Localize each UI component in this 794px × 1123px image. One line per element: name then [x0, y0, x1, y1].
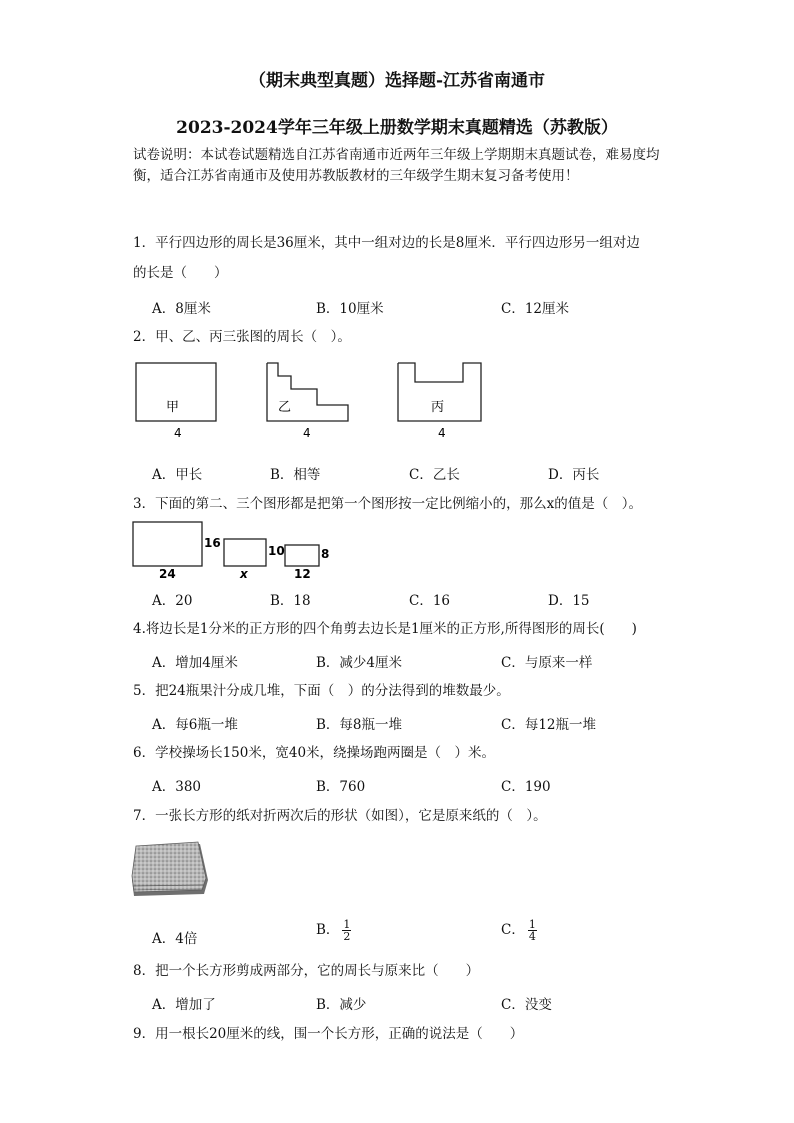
fraction-c-numerator: 1 [528, 918, 536, 931]
q8-option-c[interactable]: C．没变 [501, 997, 552, 1013]
question-2-stem: 2．甲、乙、丙三张图的周长（ ）。 [133, 329, 351, 345]
q3-option-b[interactable]: B．18 [270, 593, 311, 609]
rectangle-medium-height: 10 [268, 544, 285, 558]
title-line-2: 2023-2024学年三年级上册数学期末真题精选（苏教版） [176, 118, 618, 138]
fraction-one-quarter [528, 919, 537, 942]
q6-option-b[interactable]: B．760 [316, 779, 366, 795]
figure-jia [136, 363, 216, 440]
question-4-stem: 4.将边长是1分米的正方形的四个角剪去边长是1厘米的正方形,所得图形的周长( ) [133, 621, 637, 637]
fraction-c-denominator: 4 [528, 930, 536, 943]
q2-option-b[interactable]: B．相等 [270, 467, 321, 483]
figure-bing-width: 4 [438, 426, 446, 440]
rectangle-small [285, 545, 329, 581]
folded-paper-image [130, 840, 210, 900]
q2-option-d[interactable]: D．丙长 [548, 467, 600, 483]
rectangle-small-width: 12 [294, 567, 311, 581]
fraction-b-denominator: 2 [343, 930, 351, 943]
exam-note: 试卷说明：本试卷试题精选自江苏省南通市近两年三年级上学期期末真题试卷，难易度均衡，适合江苏省南通市及使用苏教版教材的三年级学生期末复习备考使用！ [133, 147, 660, 184]
figure-yi-width: 4 [303, 426, 311, 440]
q4-option-a[interactable]: A．增加4厘米 [152, 655, 238, 671]
q6-option-a[interactable]: A．380 [152, 779, 202, 795]
rectangle-original-height: 16 [204, 536, 221, 550]
q1-option-c[interactable]: C．12厘米 [501, 301, 570, 317]
question-5-stem: 5．把24瓶果汁分成几堆，下面（ ）的分法得到的堆数最少。 [133, 683, 510, 699]
question-1-stem-line-1: 1．平行四边形的周长是36厘米，其中一组对边的长是8厘米．平行四边形另一组对边 [133, 235, 640, 251]
q5-option-a[interactable]: A．每6瓶一堆 [152, 717, 238, 733]
question-1-stem-line-2: 的长是（ ） [133, 265, 228, 281]
figure-jia-width: 4 [174, 426, 182, 440]
q2-option-c[interactable]: C．乙长 [409, 467, 460, 483]
q7-option-b[interactable] [316, 918, 351, 942]
figure-yi [267, 363, 348, 440]
fraction-one-half [342, 919, 351, 942]
q8-option-b[interactable]: B．减少 [316, 997, 367, 1013]
q5-option-b[interactable]: B．每8瓶一堆 [316, 717, 403, 733]
figure-yi-label: 乙 [278, 400, 292, 415]
q7-option-b-letter: B． [316, 922, 340, 938]
q1-option-b[interactable]: B．10厘米 [316, 301, 384, 317]
fraction-b-numerator: 1 [343, 918, 351, 931]
q8-option-a[interactable]: A．增加了 [152, 997, 216, 1013]
figure-bing [398, 363, 481, 440]
rectangle-medium [224, 539, 285, 581]
figure-jia-label: 甲 [166, 400, 180, 415]
q1-option-a[interactable]: A．8厘米 [152, 301, 211, 317]
q7-option-a[interactable]: A．4倍 [152, 931, 198, 947]
rectangle-medium-width: x [240, 567, 248, 581]
perimeter-figures [130, 358, 490, 444]
question-9-stem: 9．用一根长20厘米的线，围一个长方形，正确的说法是（ ） [133, 1026, 524, 1042]
q6-option-c[interactable]: C．190 [501, 779, 551, 795]
q3-option-c[interactable]: C．16 [409, 593, 451, 609]
question-8-stem: 8．把一个长方形剪成两部分，它的周长与原来比（ ） [133, 963, 480, 979]
q3-option-a[interactable]: A．20 [152, 593, 193, 609]
question-7-stem: 7．一张长方形的纸对折两次后的形状（如图），它是原来纸的（ ）。 [133, 808, 547, 824]
title-line-1: （期末典型真题）选择题-江苏省南通市 [248, 71, 546, 91]
question-3-stem: 3．下面的第二、三个图形都是把第一个图形按一定比例缩小的，那么x的值是（ ）。 [133, 496, 642, 512]
q3-option-d[interactable]: D．15 [548, 593, 590, 609]
rectangle-original [133, 522, 221, 581]
q2-option-a[interactable]: A．甲长 [152, 467, 203, 483]
q5-option-c[interactable]: C．每12瓶一堆 [501, 717, 597, 733]
rectangle-small-height: 8 [321, 547, 330, 561]
q4-option-b[interactable]: B．减少4厘米 [316, 655, 403, 671]
q4-option-c[interactable]: C．与原来一样 [501, 655, 593, 671]
q7-option-c[interactable] [501, 918, 537, 942]
question-6-stem: 6．学校操场长150米，宽40米，绕操场跑两圈是（ ）米。 [133, 745, 496, 761]
rectangle-original-width: 24 [159, 567, 176, 581]
scaled-rectangles [130, 518, 350, 584]
q7-option-c-letter: C． [501, 922, 525, 938]
figure-bing-label: 丙 [431, 400, 445, 415]
